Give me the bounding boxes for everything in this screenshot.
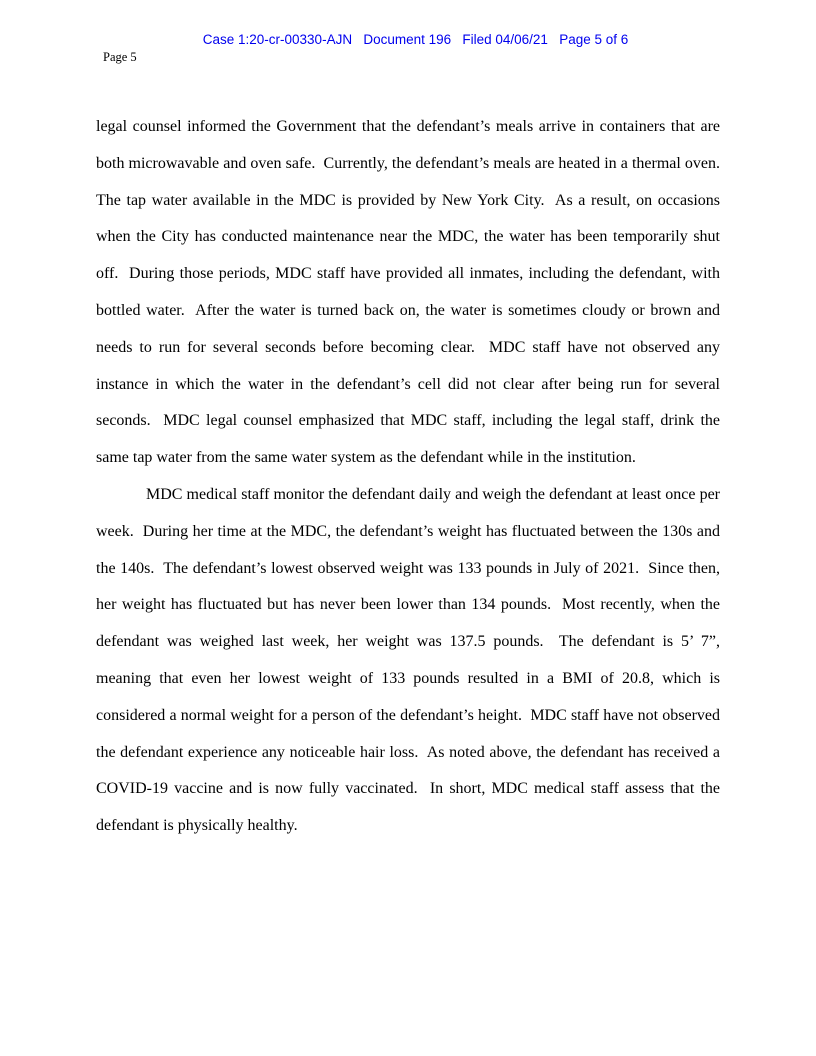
case-header-text: Case 1:20-cr-00330-AJN Document 196 Filed 04/06/21 Page 5 of 6	[202, 32, 629, 47]
page-number-label: Page 5	[103, 50, 137, 64]
document-body	[96, 109, 728, 845]
paragraph-water-supply: legal counsel informed the Government that the defendant’s meals arrive in containers that are both microwavable and oven safe. Currently, the defendant’s meals are heated in a thermal oven. The tap water available in the MDC is provided by New York City. As a result, on occasions when the City has conducted maintenance near the MDC, the water has been temporarily shut off. During those periods, MDC staff have provided all inmates, including the defendant, with bottled water. After the water is turned back on, the water is sometimes cloudy or brown and needs to run for several seconds before becoming clear. MDC staff have not observed any instance in which the water in the defendant’s cell did not clear after being run for several seconds. MDC legal counsel emphasized that MDC staff, including the legal staff, drink the same tap water from the same water system as the defendant while in the institution.	[96, 118, 728, 467]
paragraph-medical-monitoring: MDC medical staff monitor the defendant daily and weigh the defendant at least once per week. During her time at the MDC, the defendant’s weight has fluctuated between the 130s and the 140s. The defendant’s lowest observed weight was 133 pounds in July of 2021. Since then, her weight has fluctuated but has never been lower than 134 pounds. Most recently, when the defendant was weighed last week, her weight was 137.5 pounds. The defendant is 5’ 7”, meaning that even her lowest weight of 133 pounds resulted in a BMI of 20.8, which is considered a normal weight for a person of the defendant’s height. MDC staff have not observed the defendant experience any noticeable hair loss. As noted above, the defendant has received a COVID-19 vaccine and is now fully vaccinated. In short, MDC medical staff assess that the defendant is physically healthy.	[96, 485, 724, 835]
